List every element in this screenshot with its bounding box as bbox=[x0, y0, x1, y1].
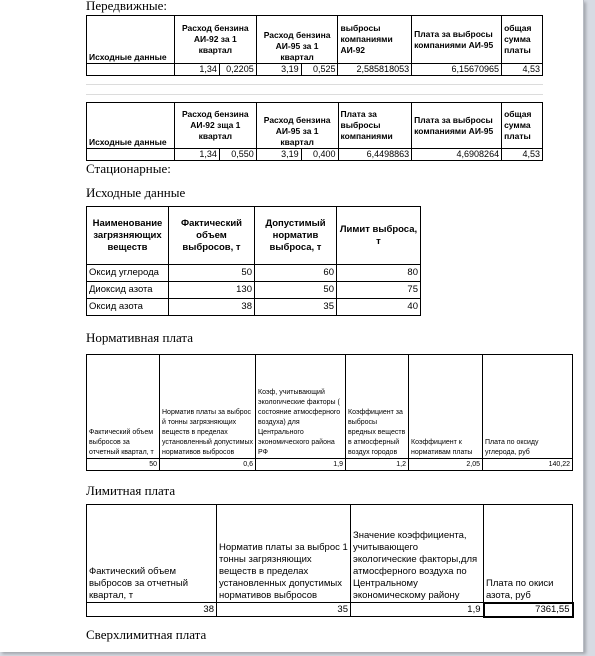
header-cell: Коэф, учитывающий экологические факторы ( состояние атмосферного воздуха) для Центрального экономического района РФ bbox=[256, 355, 346, 459]
table-cell: 3,19 bbox=[256, 64, 301, 76]
table-cell: 1,34 bbox=[174, 64, 219, 76]
section-heading-source-data: Исходные данные bbox=[86, 185, 186, 200]
table-cell: 50 bbox=[255, 282, 337, 299]
table-cell: 3,19 bbox=[256, 149, 301, 161]
header-cell: общая сумма платы bbox=[502, 103, 543, 149]
table-cell: 0,400 bbox=[301, 149, 338, 161]
normative-fee-table bbox=[86, 354, 573, 471]
header-cell: Плата за выбросы компаниями АИ-95 bbox=[412, 16, 502, 64]
header-cell: Лимит выброса, т bbox=[337, 207, 421, 265]
table-cell bbox=[87, 149, 175, 161]
header-cell: Допустимый норматив выброса, т bbox=[255, 207, 337, 265]
header-cell: Исходные данные bbox=[87, 16, 175, 64]
table-cell: 75 bbox=[337, 282, 421, 299]
table-cell: Оксид углерода bbox=[87, 265, 169, 282]
table-cell: 0,2205 bbox=[219, 64, 256, 76]
table-cell: 7361,55 bbox=[484, 603, 573, 617]
section-heading-normative-fee: Нормативная плата bbox=[86, 330, 193, 345]
limit-fee-table bbox=[86, 504, 574, 618]
header-cell: Норматив платы за выброс 1 тонны загрязняющих веществ в пределах установленных допустимых нормативов выбросов bbox=[217, 505, 351, 603]
header-cell: Плата по окиси азота, руб bbox=[484, 505, 573, 603]
table-cell: 130 bbox=[169, 282, 255, 299]
table-cell: 6,15670965 bbox=[412, 64, 502, 76]
section-heading-stationary: Стационарные: bbox=[86, 161, 171, 176]
table-cell: 60 bbox=[255, 265, 337, 282]
table-cell: Диоксид азота bbox=[87, 282, 169, 299]
header-cell: Исходные данные bbox=[87, 103, 175, 149]
table-cell: 140,22 bbox=[483, 459, 573, 471]
grid-line bbox=[86, 84, 543, 85]
table-cell: 80 bbox=[337, 265, 421, 282]
table-cell: 2,585818053 bbox=[338, 64, 412, 76]
header-cell: Расход бензина АИ-95 за 1 квартал bbox=[256, 103, 338, 149]
header-cell: Расход бензина АИ-95 за 1 квартал bbox=[256, 16, 338, 64]
table-cell: 0,550 bbox=[219, 149, 256, 161]
header-cell: Фактический объем выбросов за отчетный квартал, т bbox=[87, 355, 160, 459]
header-cell: Плата по оксиду углерода, руб bbox=[483, 355, 573, 459]
table-cell: 6,4498863 bbox=[338, 149, 412, 161]
section-heading-limit-fee: Лимитная плата bbox=[86, 483, 176, 498]
header-cell: Фактический объем выбросов, т bbox=[169, 207, 255, 265]
table-cell: 35 bbox=[217, 603, 351, 617]
table-cell: 38 bbox=[87, 603, 217, 617]
table-cell: 0,525 bbox=[301, 64, 338, 76]
table-cell: 2,05 bbox=[409, 459, 483, 471]
table-cell: 1,9 bbox=[256, 459, 346, 471]
table-cell: 4,53 bbox=[502, 64, 543, 76]
mobile-table-1 bbox=[86, 15, 543, 76]
table-cell: 38 bbox=[169, 299, 255, 316]
grid-line bbox=[86, 94, 543, 95]
table-cell: 4,53 bbox=[502, 149, 543, 161]
header-cell: Расход бензина АИ-92 зща 1 квартал bbox=[174, 103, 256, 149]
table-cell: 1,2 bbox=[346, 459, 409, 471]
header-cell: Плата за выбросы компаниями bbox=[338, 103, 412, 149]
header-cell: Расход бензина АИ-92 за 1 квартал bbox=[174, 16, 256, 64]
table-cell bbox=[87, 64, 175, 76]
table-cell: 35 bbox=[255, 299, 337, 316]
table-cell: 50 bbox=[169, 265, 255, 282]
table-cell: 50 bbox=[87, 459, 160, 471]
header-cell: Значение коэффициента, учитывающего экологические факторы,для атмосферного воздуха по Центральному экономическому району bbox=[351, 505, 484, 603]
mobile-table-2 bbox=[86, 102, 543, 161]
table-cell: 1,9 bbox=[351, 603, 484, 617]
table-cell: 4,6908264 bbox=[412, 149, 502, 161]
table-cell: Оксид азота bbox=[87, 299, 169, 316]
header-cell: Коэффициент за выбросы вредных веществ в атмосферный воздух городов bbox=[346, 355, 409, 459]
section-heading-excess-fee: Сверхлимитная плата bbox=[86, 627, 207, 642]
section-heading-mobile: Передвижные: bbox=[86, 0, 168, 13]
table-cell: 1,34 bbox=[174, 149, 219, 161]
header-cell: Коэффициент к нормативам платы bbox=[409, 355, 483, 459]
stationary-source-table bbox=[86, 206, 421, 316]
table-cell: 40 bbox=[337, 299, 421, 316]
header-cell: Плата за выбросы компаниями АИ-95 bbox=[412, 103, 502, 149]
header-cell: Норматив платы за выброс й тонны загрязняющих веществ в пределах установленный допустимых нормативов выбросов bbox=[160, 355, 256, 459]
table-cell: 0,6 bbox=[160, 459, 256, 471]
header-cell: Фактический объем выбросов за отчетный квартал, т bbox=[87, 505, 217, 603]
header-cell: общая сумма платы bbox=[502, 16, 543, 64]
header-cell: выбросы компаниями АИ-92 bbox=[338, 16, 412, 64]
header-cell: Наименование загрязняющих веществ bbox=[87, 207, 169, 265]
